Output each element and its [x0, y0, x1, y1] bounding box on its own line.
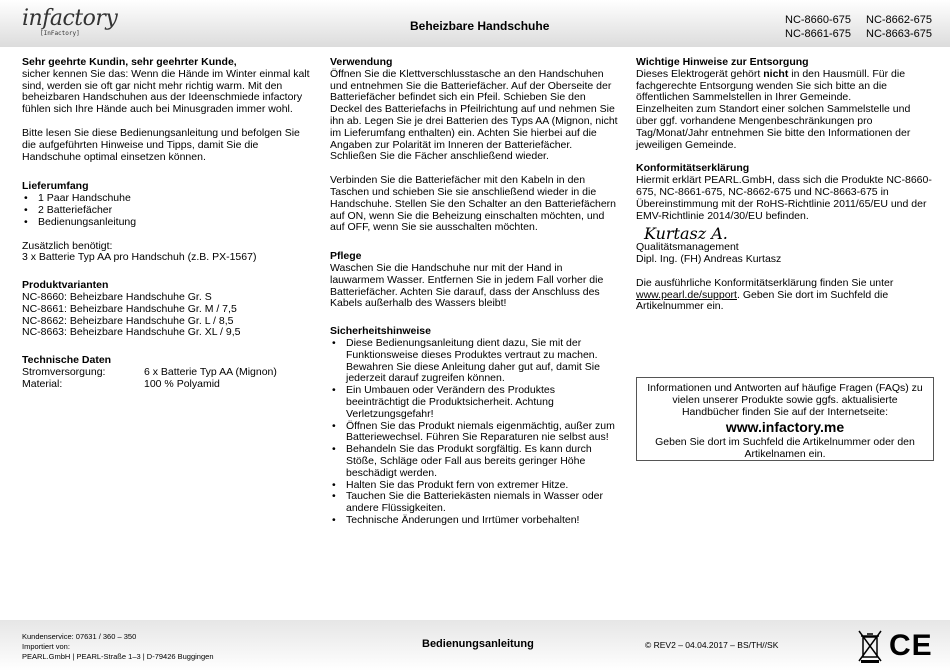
tech-row	[22, 367, 310, 379]
ce-mark: CE	[889, 629, 933, 662]
safety-item: • Technische Änderungen und Irrtümer vorbehalten!	[346, 515, 618, 527]
use-heading: Verwendung	[330, 56, 393, 68]
faq-hint: Geben Sie dort im Suchfeld die Artikelnummer oder den Artikelnamen ein.	[655, 436, 915, 460]
scope-item: • Bedienungsanleitung	[38, 217, 310, 229]
importer-address: PEARL.GmbH | PEARL-Straße 1–3 | D-79426 Buggingen	[22, 652, 214, 661]
care-heading: Pflege	[330, 250, 362, 263]
variants-heading: Produktvarianten	[22, 279, 109, 292]
extra-text: 3 x Batterie Typ AA pro Handschuh (z.B. PX-1567)	[22, 251, 257, 264]
tech-row	[22, 379, 310, 391]
footer-contact	[22, 632, 214, 662]
disposal-text: Dieses Elektrogerät gehört nicht in den Hausmüll. Für die fachgerechte Entsorgung wenden Sie sich bitte an die öffentlichen Sammelstellen in Ihrer Gemeinde.	[636, 67, 906, 104]
full-conformity-text: Die ausführliche Konformitätserklärung finden Sie unter www.pearl.de/support. Geben Sie dort im Suchfeld die Artikelnummer ein.	[636, 276, 894, 313]
safety-item: • Tauchen Sie die Batteriekästen niemals in Wasser oder andere Flüssigkeiten.	[346, 491, 618, 515]
customer-service: Kundenservice: 07631 / 360 – 350	[22, 632, 137, 641]
safety-item: • Ein Umbauen oder Verändern des Produktes beeinträchtigt die Produktsicherheit. Achtung Verletzungsgefahr!	[346, 385, 618, 420]
faq-text: Informationen und Antworten auf häufige Fragen (FAQs) zu vielen unserer Produkte sowie ggfs. aktualisierte Handbücher finden Sie auf der Internetseite:	[647, 382, 923, 418]
safety-list	[330, 338, 618, 527]
disposal-details: Einzelheiten zum Standort einer solchen Sammelstelle und über ggf. vorhandene Mengenbeschränkungen pro Tag/Monat/Jahr entnehmen Sie bitte den Informationen der jeweiligen Gemeinde.	[636, 103, 911, 151]
qm-label: Qualitätsmanagement	[636, 241, 739, 254]
safety-item: • Behandeln Sie das Produkt sorgfältig. Es kann durch Stöße, Schläge oder Fall aus bereits geringer Höhe beschädigt werden.	[346, 444, 618, 479]
brand-logo: infactory	[22, 6, 118, 31]
model-numbers-left	[785, 13, 851, 41]
extra-label: Zusätzlich benötigt:	[22, 239, 113, 252]
variant-item: NC-8661: Beheizbare Handschuhe Gr. M / 7,5	[22, 302, 237, 315]
intro-text: sicher kennen Sie das: Wenn die Hände im Winter einmal kalt sind, werden sie oft gar nicht mehr richtig warm. Mit den beheizbaren Handschuhen aus der Ideenschmiede infactory fühlen sich Ihre Hände auch bei Minusgraden immer wohl.	[22, 67, 310, 116]
importer-label: Importiert von:	[22, 642, 70, 651]
scope-item: • 1 Paar Handschuhe	[38, 193, 310, 205]
footer-title: Bedienungsanleitung	[422, 638, 534, 650]
variant-item: NC-8660: Beheizbare Handschuhe Gr. S	[22, 290, 212, 303]
disposal-heading: Wichtige Hinweise zur Entsorgung	[636, 56, 809, 68]
conformity-heading: Konformitätserklärung	[636, 162, 750, 175]
safety-item: • Öffnen Sie das Produkt niemals eigenmächtig, außer zum Batteriewechsel. Führen Sie Reparaturen nie selbst aus!	[346, 421, 618, 445]
support-link[interactable]: www.pearl.de/support	[636, 288, 737, 301]
column-left	[22, 57, 310, 391]
care-text: Waschen Sie die Handschuhe nur mit der Hand in lauwarmem Wasser. Entfernen Sie in jedem Fall vorher die Batteriefächer. Achten Sie darauf, dass der Anschluss des Kabels außerhalb des Wassers bleibt!	[330, 261, 604, 310]
faq-info-box	[636, 377, 934, 461]
conformity-text: Hiermit erklärt PEARL.GmbH, dass sich die Produkte NC-8660-675, NC-8661-675, NC-8662-675 und NC-8663-675 in Übereinstimmung mit der RoHS-Richtlinie 2011/65/EU und der EMV-Richtlinie 2014/30/EU befinden.	[636, 174, 932, 222]
safety-item: • Halten Sie das Produkt fern von extremer Hitze.	[346, 480, 618, 492]
signature: Kurtasz A.	[644, 224, 728, 244]
safety-item: • Diese Bedienungsanleitung dient dazu, Sie mit der Funktionsweise dieses Produktes vertraut zu machen. Bewahren Sie diese Anleitung daher gut auf, damit Sie jederzeit darauf zugreifen können.	[346, 338, 618, 385]
scope-list	[22, 193, 310, 228]
tech-key: Material:	[22, 377, 63, 390]
column-middle	[330, 57, 618, 527]
tech-key: Stromversorgung:	[22, 365, 106, 378]
use-text-1: Öffnen Sie die Klettverschlusstasche an den Handschuhen und entnehmen Sie die Batteriefächer. Auf der Oberseite der Batteriefächer befindet sich ein Pfeil. Schieben Sie den Deckel des Batteriefachs in Pfeilrichtung auf und nehmen Sie ihn ab. Legen Sie je drei Batterien des Typs AA (Mignon, nicht im Lieferumfang enthalten) ein. Achten Sie hierbei auf die Angaben zur Polarität im Inneren der Batteriefächer. Schließen Sie die Fächer anschließend wieder.	[330, 67, 618, 163]
use-text-2: Verbinden Sie die Batteriefächer mit den Kabeln in den Taschen und schieben Sie sie anschließend wieder in die Handschuhe. Stellen Sie den Schalter an den Batteriefächern auf ON, wenn Sie die Beheizung einschalten möchten, und auf OFF, wenn Sie sie ausschalten möchten.	[330, 174, 617, 234]
qm-name: Dipl. Ing. (FH) Andreas Kurtasz	[636, 252, 782, 265]
model-numbers-right	[866, 13, 932, 41]
read-instructions-text: Bitte lesen Sie diese Bedienungsanleitung und befolgen Sie die aufgeführten Hinweise und Tipps, damit Sie die Handschuhe optimal einsetzen können.	[22, 126, 300, 163]
safety-heading: Sicherheitshinweise	[330, 325, 431, 338]
scope-item: • 2 Batteriefächer	[38, 205, 310, 217]
footer-bar	[0, 620, 950, 671]
model-number: NC-8663-675	[866, 28, 933, 40]
tech-value: 100 % Polyamid	[144, 377, 220, 390]
scope-heading: Lieferumfang	[22, 180, 89, 193]
model-number: NC-8661-675	[785, 28, 852, 40]
model-number: NC-8660-675	[785, 14, 852, 26]
greeting: Sehr geehrte Kundin, sehr geehrter Kunde,	[22, 56, 237, 68]
column-right	[636, 57, 932, 313]
website-link[interactable]: www.infactory.me	[725, 419, 845, 435]
variant-item: NC-8663: Beheizbare Handschuhe Gr. XL / 9,5	[22, 326, 241, 339]
model-number: NC-8662-675	[866, 14, 933, 26]
document-title: Beheizbare Handschuhe	[410, 19, 550, 33]
header-bar	[0, 0, 950, 47]
variant-item: NC-8662: Beheizbare Handschuhe Gr. L / 8,5	[22, 314, 234, 327]
brand-logo-sub: [InFactory]	[40, 30, 80, 37]
revision-info: © REV2 – 04.04.2017 – BS/TH//SK	[645, 640, 779, 650]
tech-value: 6 x Batterie Typ AA (Mignon)	[144, 365, 277, 378]
tech-heading: Technische Daten	[22, 354, 112, 367]
certification-marks	[857, 629, 937, 670]
